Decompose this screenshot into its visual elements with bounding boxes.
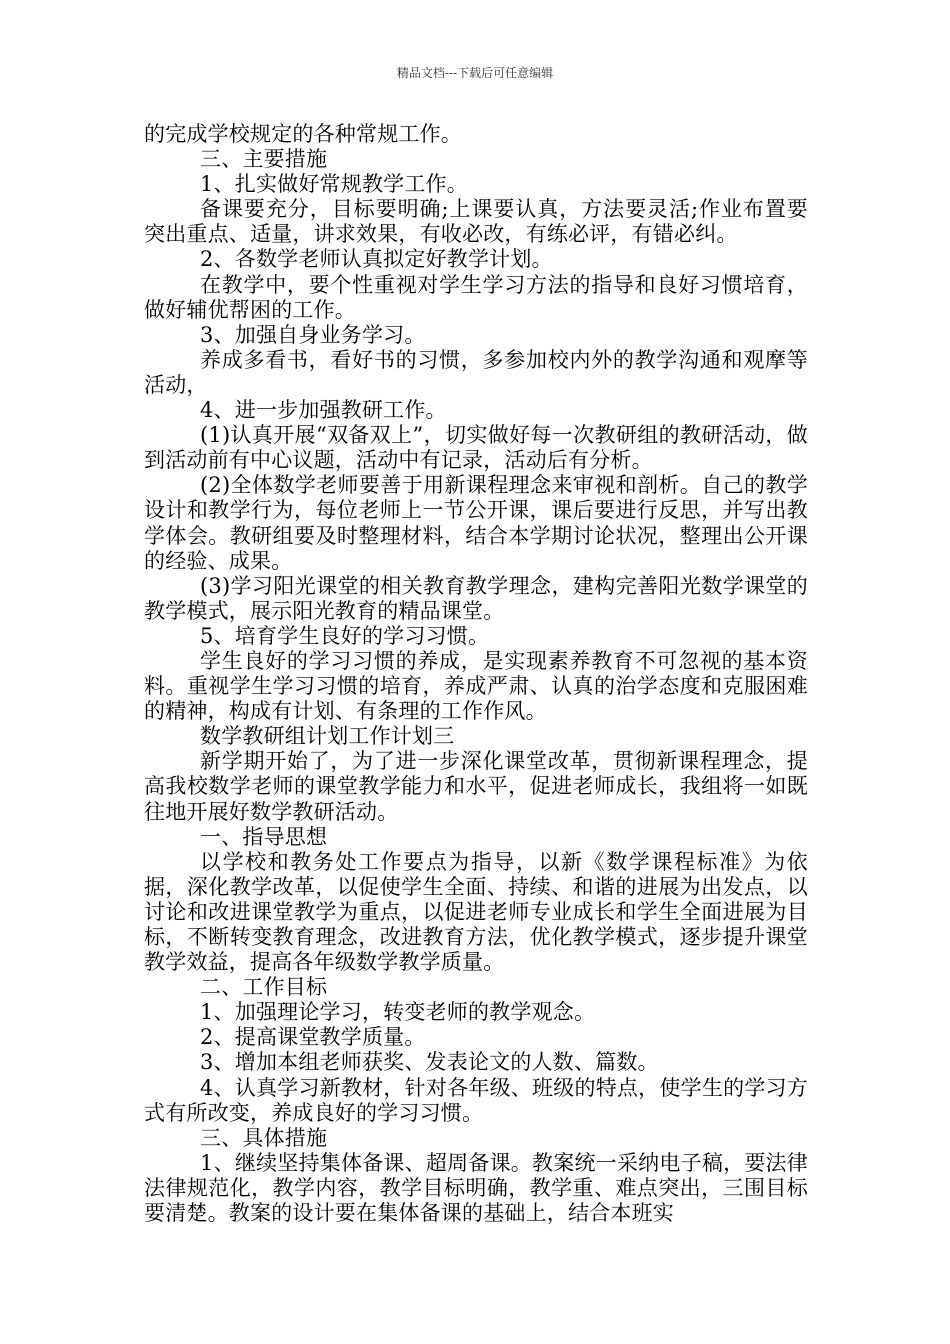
paragraph: 备课要充分，目标要明确;上课要认真，方法要灵活;作业布置要突出重点、适量，讲求效果，有收必改，有练必评，有错必纠。 (144, 197, 808, 247)
paragraph: 在教学中，要个性重视对学生学习方法的指导和良好习惯培育，做好辅优帮困的工作。 (144, 272, 808, 322)
paragraph: 以学校和教务处工作要点为指导，以新《数学课程标准》为依据，深化教学改革，以促使学生全面、持续、和谐的进展为出发点，以讨论和改进课堂教学为重点，以促进老师专业成长和学生全面进展为目标，不断转变教育理念，改进教育方法，优化教学模式，逐步提升课堂教学效益，提高各年级数学教学质量。 (144, 849, 808, 975)
item-2: 2、各数学老师认真拟定好教学计划。 (200, 247, 553, 272)
goal-1: 1、加强理论学习，转变老师的教学观念。 (200, 1000, 596, 1025)
paragraph-intro: 新学期开始了，为了进一步深化课堂改革，贯彻新课程理念，提高我校数学老师的课堂教学能力和水平，促进老师成长，我组将一如既往地开展好数学教研活动。 (144, 749, 808, 824)
paragraph: 学生良好的学习习惯的养成，是实现素养教育不可忽视的基本资料。重视学生学习习惯的培育，养成严肃、认真的治学态度和克服困难的精神，构成有计划、有条理的工作作风。 (144, 648, 808, 724)
paragraph-continuation: 的完成学校规定的各种常规工作。 (144, 122, 462, 146)
goal-4: 4、认真学习新教材，针对各年级、班级的特点，使学生的学习方式有所改变，养成良好的学习习惯。 (144, 1075, 808, 1125)
item-4: 4、进一步加强教研工作。 (200, 398, 447, 423)
item-3: 3、加强自身业务学习。 (200, 322, 426, 347)
heading-main-measures: 三、主要措施 (200, 147, 328, 172)
goal-2: 2、提高课堂教学质量。 (200, 1025, 426, 1050)
item-5: 5、培育学生良好的学习习惯。 (200, 623, 490, 648)
document-body (144, 122, 808, 1226)
sub-item-2: (2)全体数学老师要善于用新课程理念来审视和剖析。自己的教学设计和教学行为，每位老师上一节公开课，课后要进行反思，并写出教学体会。教研组要及时整理材料，结合本学期讨论状况，整理出公开课的经验、成果。 (144, 473, 808, 573)
heading-specific-measures: 三、具体措施 (200, 1125, 328, 1150)
page-header: 精品文档---下载后可任意编辑 (396, 66, 554, 80)
paragraph: 养成多看书，看好书的习惯，多参加校内外的教学沟通和观摩等活动， (144, 347, 808, 397)
measure-1: 1、继续坚持集体备课、超周备课。教案统一采纳电子稿，要法律法律规范化，教学内容，教学目标明确，教学重、难点突出，三围目标要清楚。教案的设计要在集体备课的基础上，结合本班实 (144, 1150, 808, 1226)
item-1: 1、扎实做好常规教学工作。 (200, 172, 468, 197)
sub-item-3: (3)学习阳光课堂的相关教育教学理念，建构完善阳光数学课堂的教学模式，展示阳光教育的精品课堂。 (144, 573, 808, 623)
heading-guiding-ideology: 一、指导思想 (200, 824, 328, 849)
section-title: 数学教研组计划工作计划三 (200, 724, 455, 749)
sub-item-1: (1)认真开展“双备双上”，切实做好每一次教研组的教研活动，做到活动前有中心议题，活动中有记录，活动后有分析。 (144, 423, 808, 473)
heading-work-goals: 二、工作目标 (200, 975, 328, 1000)
goal-3: 3、增加本组老师获奖、发表论文的人数、篇数。 (200, 1050, 659, 1075)
